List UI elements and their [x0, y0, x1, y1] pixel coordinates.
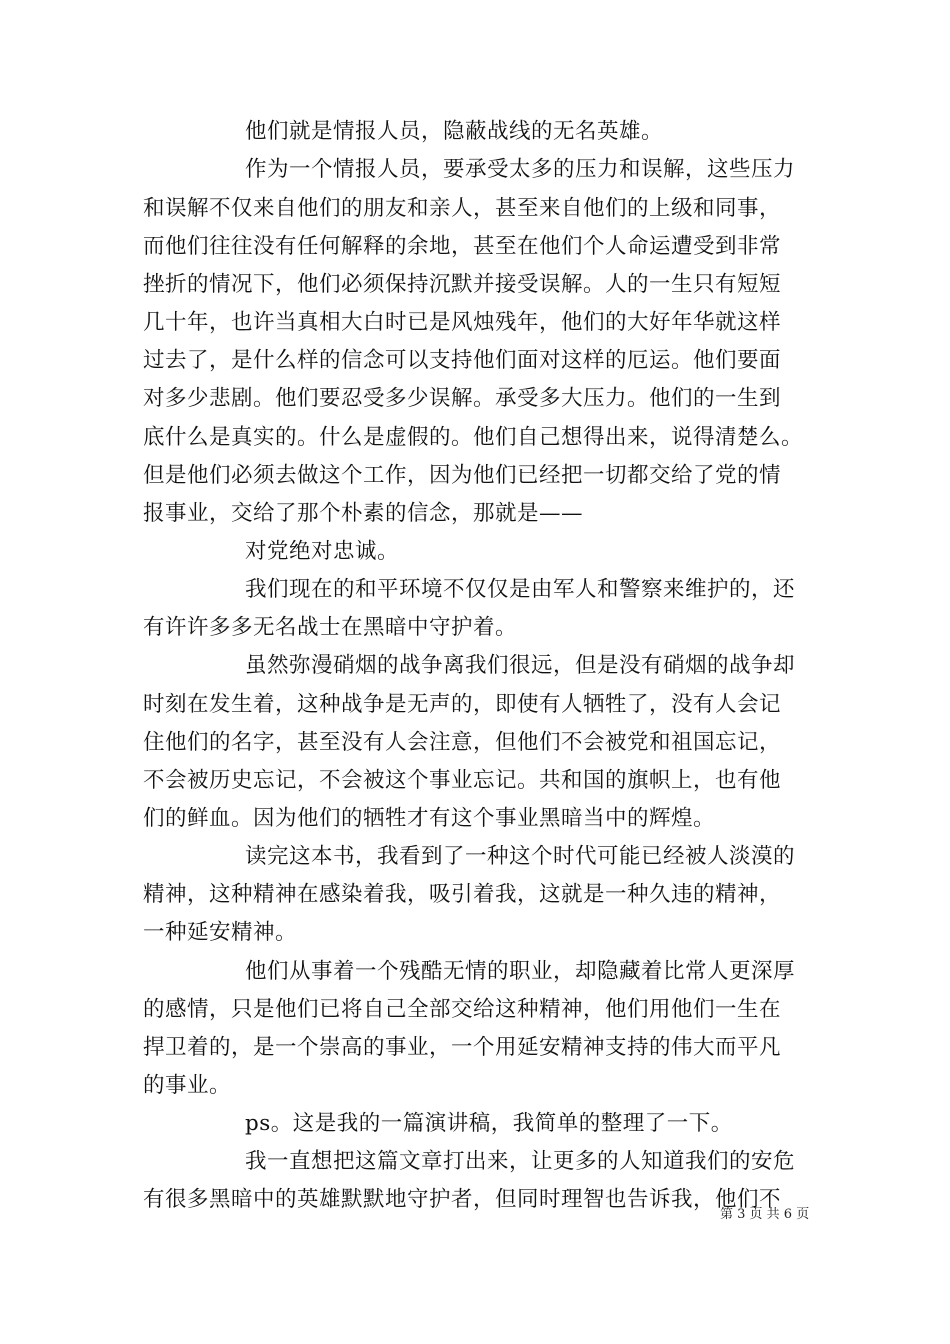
text-line: 我们现在的和平环境不仅仅是由军人和警察来维护的，还	[245, 577, 796, 602]
text-line: 挫折的情况下，他们必须保持沉默并接受误解。人的一生只有短短	[143, 272, 782, 297]
text-line: 有许许多多无名战士在黑暗中守护着。	[143, 615, 518, 640]
text-line: 一种延安精神。	[143, 920, 298, 945]
text-line: 的事业。	[143, 1073, 232, 1098]
text-line: 底什么是真实的。什么是虚假的。他们自己想得出来，说得清楚么。	[143, 425, 804, 450]
text-line: 而他们往往没有任何解释的余地，甚至在他们个人命运遭受到非常	[143, 234, 782, 259]
text-line: 住他们的名字，甚至没有人会注意，但他们不会被党和祖国忘记，	[143, 730, 782, 755]
text-line: 报事业，交给了那个朴素的信念，那就是——	[143, 501, 584, 526]
page-number-footer: 第 3 页 共 6 页	[720, 1207, 810, 1222]
text-line: 几十年，也许当真相大白时已是风烛残年，他们的大好年华就这样	[143, 310, 782, 335]
text-line: 读完这本书，我看到了一种这个时代可能已经被人淡漠的	[245, 844, 796, 869]
text-line: 我一直想把这篇文章打出来，让更多的人知道我们的安危	[245, 1149, 796, 1174]
text-line: 和误解不仅来自他们的朋友和亲人，甚至来自他们的上级和同事，	[143, 196, 782, 221]
text-line: 时刻在发生着，这种战争是无声的，即使有人牺牲了，没有人会记	[143, 692, 782, 717]
text-line: 们的鲜血。因为他们的牺牲才有这个事业黑暗当中的辉煌。	[143, 806, 716, 831]
text-line: 对党绝对忠诚。	[245, 539, 400, 564]
text-line: 他们就是情报人员，隐蔽战线的无名英雄。	[245, 119, 664, 144]
text-line: 精神，这种精神在感染着我，吸引着我，这就是一种久违的精神，	[143, 882, 782, 907]
text-line: 不会被历史忘记，不会被这个事业忘记。共和国的旗帜上，也有他	[143, 768, 782, 793]
text-line: 对多少悲剧。他们要忍受多少误解。承受多大压力。他们的一生到	[143, 386, 782, 411]
text-line: 作为一个情报人员，要承受太多的压力和误解，这些压力	[245, 157, 796, 182]
text-line: ps。这是我的一篇演讲稿，我简单的整理了一下。	[245, 1111, 733, 1136]
text-line: 他们从事着一个残酷无情的职业，却隐藏着比常人更深厚	[245, 959, 796, 984]
text-line: 虽然弥漫硝烟的战争离我们很远，但是没有硝烟的战争却	[245, 653, 796, 678]
text-line: 有很多黑暗中的英雄默默地守护者，但同时理智也告诉我，他们不	[143, 1187, 782, 1212]
text-line: 过去了，是什么样的信念可以支持他们面对这样的厄运。他们要面	[143, 348, 782, 373]
text-line: 的感情，只是他们已将自己全部交给这种精神，他们用他们一生在	[143, 997, 782, 1022]
text-line: 但是他们必须去做这个工作，因为他们已经把一切都交给了党的情	[143, 463, 782, 488]
text-line: 捍卫着的，是一个崇高的事业，一个用延安精神支持的伟大而平凡	[143, 1035, 782, 1060]
